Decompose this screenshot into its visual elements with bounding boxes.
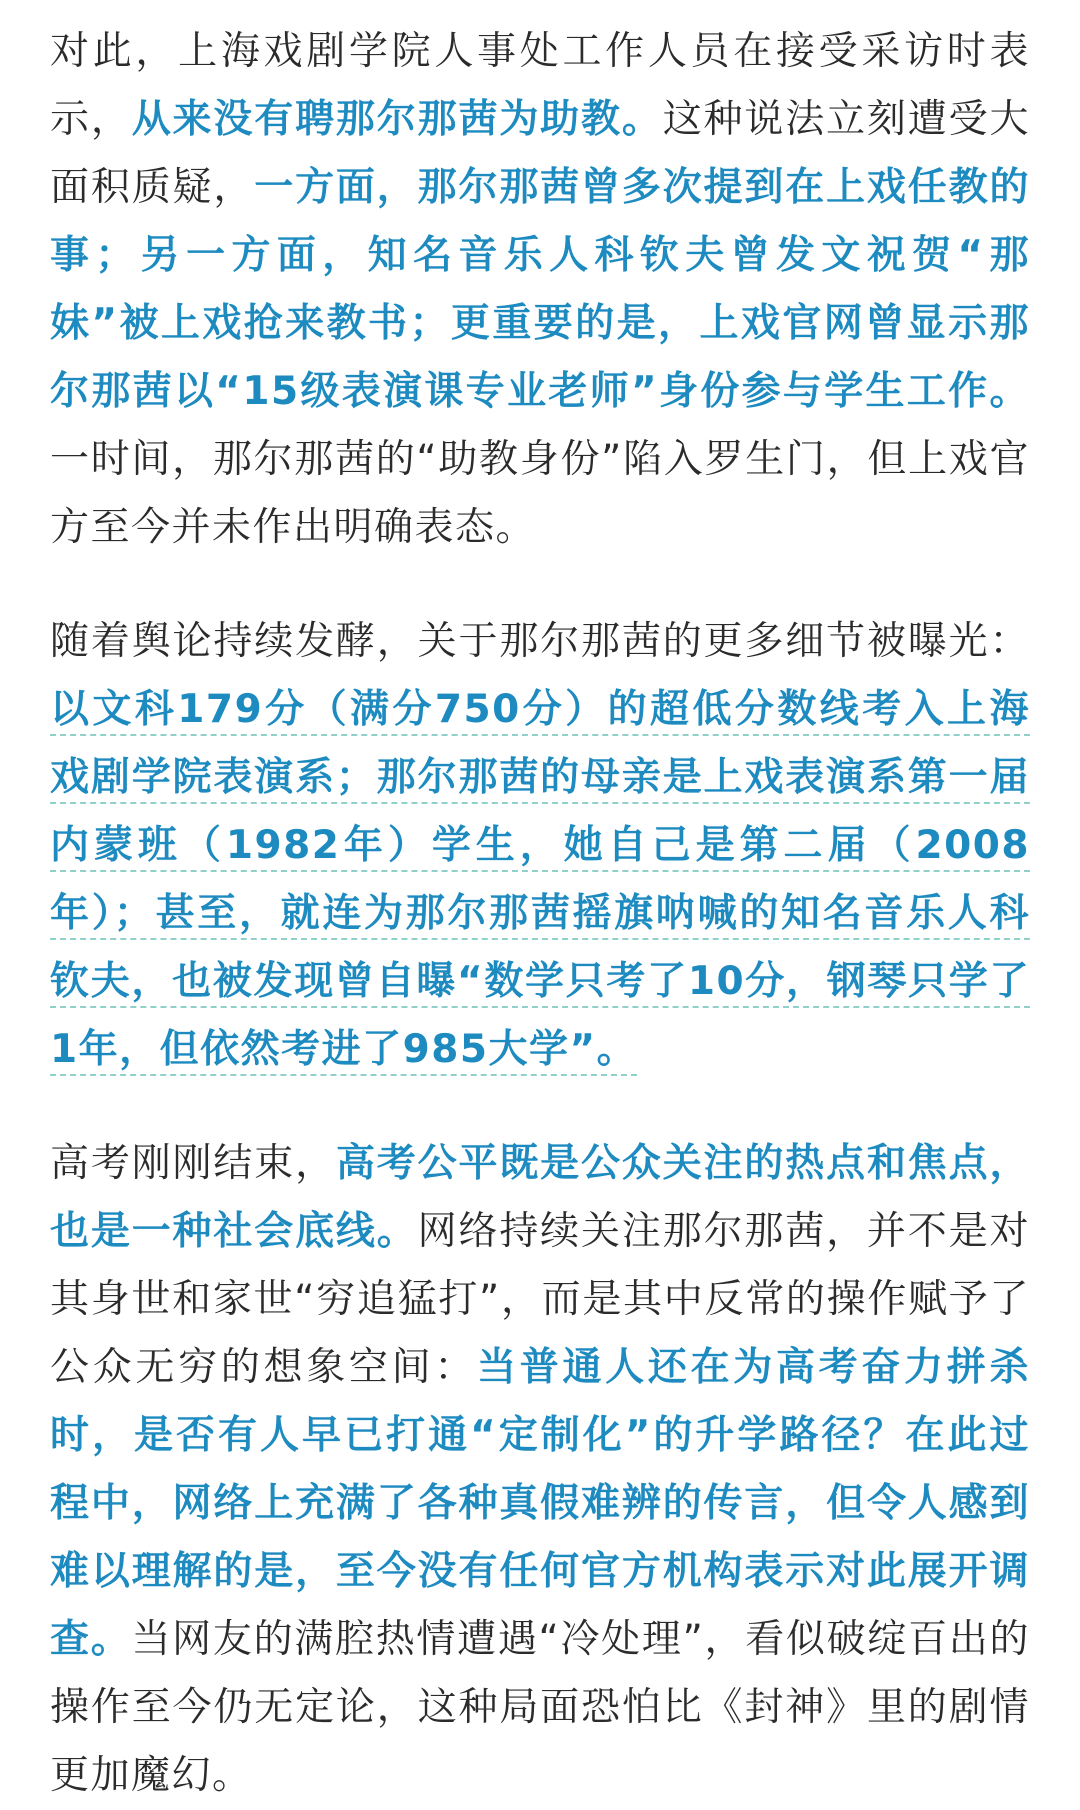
highlighted-text: 高考公平既是公众关注的热点和焦点，也是一种社会底线。 xyxy=(50,1141,1030,1254)
text-segment: 对此，上海戏剧学院人事处工作人员在接受采访时表示， xyxy=(50,29,1030,142)
paragraph-response-to-report xyxy=(50,18,1030,562)
text-segment: 这种说法立刻遭受大面积质疑， xyxy=(50,97,1030,210)
text-segment: 随着舆论持续发酵，关于那尔那茜的更多细节被曝光： xyxy=(50,619,1030,664)
paragraph-more-details xyxy=(50,608,1030,1084)
text-segment: 当网友的满腔热情遭遇“冷处理”，看似破绽百出的操作至今仍无定论，这种局面恐怕比《封神》里的剧情更加魔幻。 xyxy=(50,1617,1030,1798)
text-segment: 网络持续关注那尔那茜，并不是对其身世和家世“穷追猛打”，而是其中反常的操作赋予了公众无穷的想象空间： xyxy=(50,1209,1030,1390)
highlighted-text: 从来没有聘那尔那茜为助教。 xyxy=(131,97,663,142)
underlined-highlight-text: 以文科179分（满分750分）的超低分数线考入上海戏剧学院表演系；那尔那茜的母亲是上戏表演系第一届内蒙班（1982年）学生，她自己是第二届（2008年）；甚至，就连为那尔那茜摇旗呐喊的知名音乐人科钦夫，也被发现曾自曝“数学只考了10分，钢琴只学了1年，但依然考进了985大学”。 xyxy=(50,687,1030,1072)
article-body xyxy=(50,18,1030,1810)
highlighted-text: 当普通人还在为高考奋力拼杀时，是否有人早已打通“定制化”的升学路径？在此过程中，网络上充满了各种真假难辨的传言，但令人感到难以理解的是，至今没有任何官方机构表示对此展开调查。 xyxy=(50,1345,1030,1662)
highlighted-text: 一方面，那尔那茜曾多次提到在上戏任教的事；另一方面，知名音乐人科钦夫曾发文祝贺“那妹”被上戏抢来教书；更重要的是，上戏官网曾显示那尔那茜以“15级表演课专业老师”身份参与学生工作。 xyxy=(50,165,1030,414)
text-segment: 高考刚刚结束， xyxy=(50,1141,336,1186)
paragraph-exam-fairness xyxy=(50,1130,1030,1810)
text-segment: 一时间，那尔那茜的“助教身份”陷入罗生门，但上戏官方至今并未作出明确表态。 xyxy=(50,437,1030,550)
